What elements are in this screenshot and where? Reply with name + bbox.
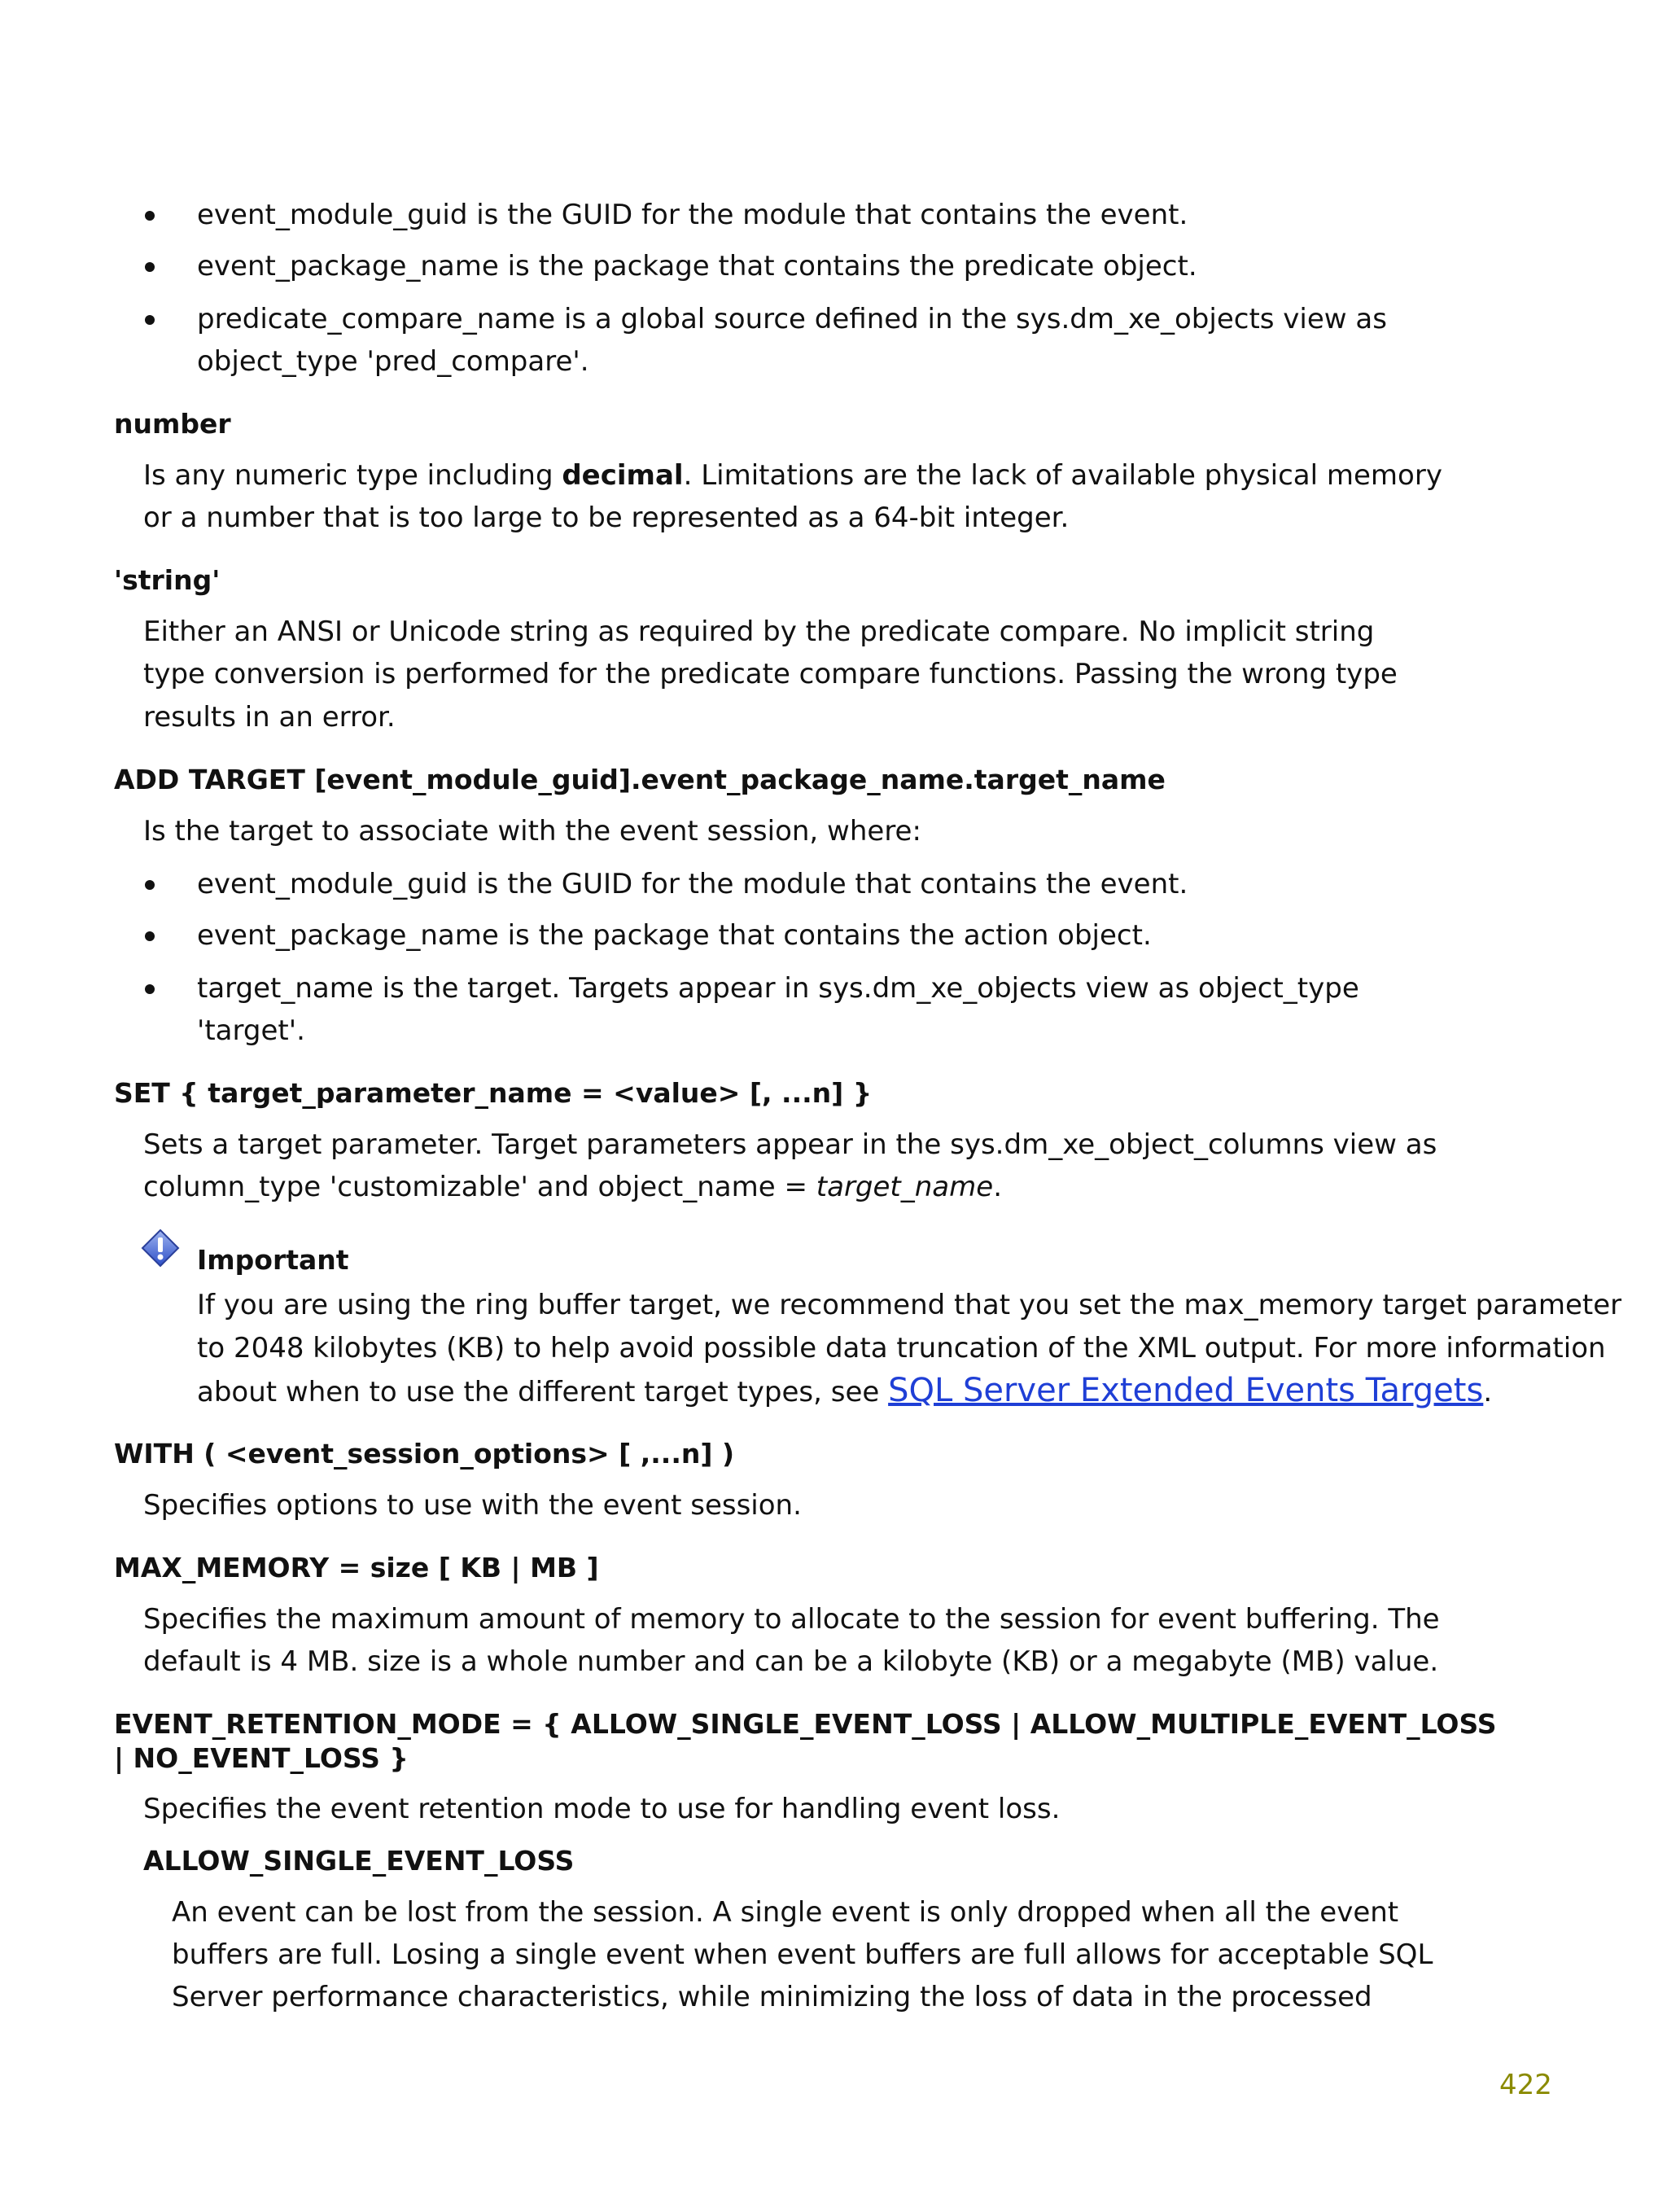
important-text-line: If you are using the ring buffer target, we recommend that you set the max_memory target parameter (197, 1289, 1622, 1321)
paragraph-line: Server performance characteristics, while minimizing the loss of data in the processed (172, 1981, 1372, 2013)
bold-term: decimal (562, 459, 684, 492)
bullet-dot (145, 211, 155, 221)
section-heading-max-memory: MAX_MEMORY = size [ KB | MB ] (114, 1552, 599, 1583)
section-heading-set: SET { target_parameter_name = <value> [, ...n] } (114, 1077, 873, 1109)
section-heading-event-retention-mode: EVENT_RETENTION_MODE = { ALLOW_SINGLE_EVENT_LOSS | ALLOW_MULTIPLE_EVENT_LOSS (114, 1708, 1497, 1740)
page-number: 422 (1499, 2069, 1552, 2101)
paragraph-line: Specifies options to use with the event session. (143, 1489, 802, 1522)
paragraph-line: Is the target to associate with the event session, where: (143, 815, 921, 848)
section-heading-add-target: ADD TARGET [event_module_guid].event_package_name.target_name (114, 764, 1166, 795)
paragraph-line: type conversion is performed for the predicate compare functions. Passing the wrong type (143, 658, 1398, 690)
paragraph-line: Either an ANSI or Unicode string as required by the predicate compare. No implicit string (143, 615, 1375, 648)
paragraph-line: default is 4 MB. size is a whole number and can be a kilobyte (KB) or a megabyte (MB) value. (143, 1645, 1439, 1678)
bullet-item: event_package_name is the package that contains the predicate object. (197, 250, 1197, 283)
section-heading-event-retention-mode-cont: | NO_EVENT_LOSS } (114, 1742, 409, 1774)
bullet-item: predicate_compare_name is a global source defined in the sys.dm_xe_objects view as (197, 303, 1387, 335)
bullet-item-continuation: object_type 'pred_compare'. (197, 345, 589, 378)
important-text-line: to 2048 kilobytes (KB) to help avoid possible data truncation of the XML output. For more information (197, 1332, 1606, 1364)
bullet-dot (145, 315, 155, 325)
paragraph-line: column_type 'customizable' and object_name = target_name. (143, 1171, 1002, 1203)
bullet-dot (145, 262, 155, 272)
italic-term: target_name (816, 1171, 994, 1203)
paragraph-line: or a number that is too large to be represented as a 64-bit integer. (143, 502, 1070, 534)
paragraph-line: Sets a target parameter. Target parameters appear in the sys.dm_xe_object_columns view as (143, 1128, 1437, 1161)
paragraph-line: Specifies the maximum amount of memory to allocate to the session for event buffering. The (143, 1603, 1440, 1636)
important-title: Important (197, 1244, 349, 1276)
section-heading-number: number (114, 408, 231, 440)
bullet-item: event_module_guid is the GUID for the module that contains the event. (197, 868, 1188, 900)
paragraph-line: Is any numeric type including decimal. Limitations are the lack of available physical memory (143, 459, 1442, 492)
subsection-heading-allow-single-event-loss: ALLOW_SINGLE_EVENT_LOSS (143, 1845, 575, 1877)
bullet-item-continuation: 'target'. (197, 1014, 305, 1047)
paragraph-line: buffers are full. Losing a single event when event buffers are full allows for acceptable SQL (172, 1938, 1433, 1971)
bullet-item: target_name is the target. Targets appear in sys.dm_xe_objects view as object_type (197, 972, 1359, 1005)
important-info-icon (140, 1228, 181, 1268)
paragraph-line: Specifies the event retention mode to use for handling event loss. (143, 1793, 1061, 1825)
section-heading-with: WITH ( <event_session_options> [ ,...n] ) (114, 1438, 735, 1470)
bullet-item: event_module_guid is the GUID for the module that contains the event. (197, 199, 1188, 231)
section-heading-string: 'string' (114, 564, 221, 596)
sql-server-extended-events-targets-link[interactable]: SQL Server Extended Events Targets (888, 1372, 1484, 1409)
bullet-item: event_package_name is the package that contains the action object. (197, 919, 1152, 952)
bullet-dot (145, 931, 155, 941)
bullet-dot (145, 984, 155, 994)
important-text-line: about when to use the different target types, see SQL Server Extended Events Targets. (197, 1372, 1493, 1409)
paragraph-line: An event can be lost from the session. A single event is only dropped when all the event (172, 1896, 1399, 1929)
bullet-dot (145, 880, 155, 890)
paragraph-line: results in an error. (143, 701, 396, 734)
